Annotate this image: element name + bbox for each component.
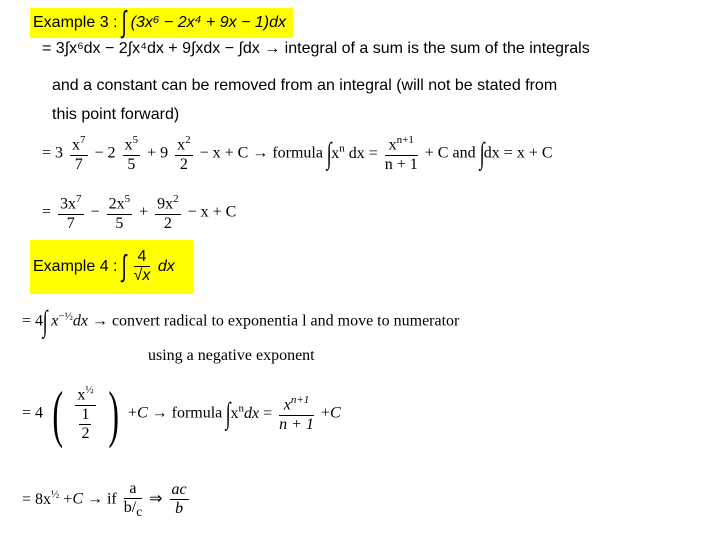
step1-note: → integral of a sum is the sum of the integrals (264, 40, 590, 57)
formula-note: → formula (252, 144, 323, 162)
example3-step3: = $\frac{3x^7}{7}$ − $\frac{2x^5}{5}$ + $\frac{9x^2}{2}$ − x + C (42, 193, 237, 232)
step1-expression: = 3∫x⁶dx − 2∫x⁴dx + 9∫xdx − ∫dx (42, 40, 260, 57)
ex4-if-note: → if (86, 490, 117, 508)
ex4-formula-note: → formula (151, 404, 223, 422)
example3-note3: this point forward) (52, 106, 180, 123)
example3-label: Example 3 : (33, 14, 118, 32)
example4-label: Example 4 : (33, 258, 118, 275)
example4-header: Example 4 : ∫ $\frac{4}{√x}$ dx (30, 240, 193, 294)
example4-note2: using a negative exponent (148, 347, 315, 364)
dx-result: dx = x + C (483, 144, 553, 162)
example4-step2: = 4 ( $\frac{x^{\frac{1}{2}}}{\frac{1}{2}}$ ) +C → formula $\int x^ndx$ = $\frac{x^{n+1}}{n + 1}$ +C (22, 378, 341, 449)
example3-step1 (42, 40, 590, 58)
ex4-note1: → convert radical to exponentia l and move to numerator (91, 312, 460, 330)
and-text: and (452, 144, 476, 162)
example3-step2: = 3 $\frac{x^7}{7}$ − 2 $\frac{x^5}{5}$ + 9 $\frac{x^2}{2}$ − x + C → formula $\int x^n$ dx = $\frac{x^{n+1}}{n + 1}$ + C and ∫dx = x + C (42, 134, 553, 173)
example3-integrand: (3x⁶ − 2x⁴ + 9x − 1)dx (130, 14, 287, 32)
c-constant: + C (224, 144, 249, 162)
example3-note2: and a constant can be removed from an integral (will not be stated from (52, 77, 558, 94)
example3-header (30, 8, 293, 38)
example4-step3: = $8x^{\frac{1}{2}} +C$ → if $\frac{a}{b/_c}$ ⇒ $\frac{ac}{b}$ (22, 480, 187, 520)
integral-sign: ∫ (121, 6, 127, 39)
example4-step1: = 4∫ $x^{-\frac{1}{2}}dx$ → convert radical to exponentia l and move to numerator (22, 305, 460, 338)
implies-symbol: ⇒ (149, 490, 163, 508)
